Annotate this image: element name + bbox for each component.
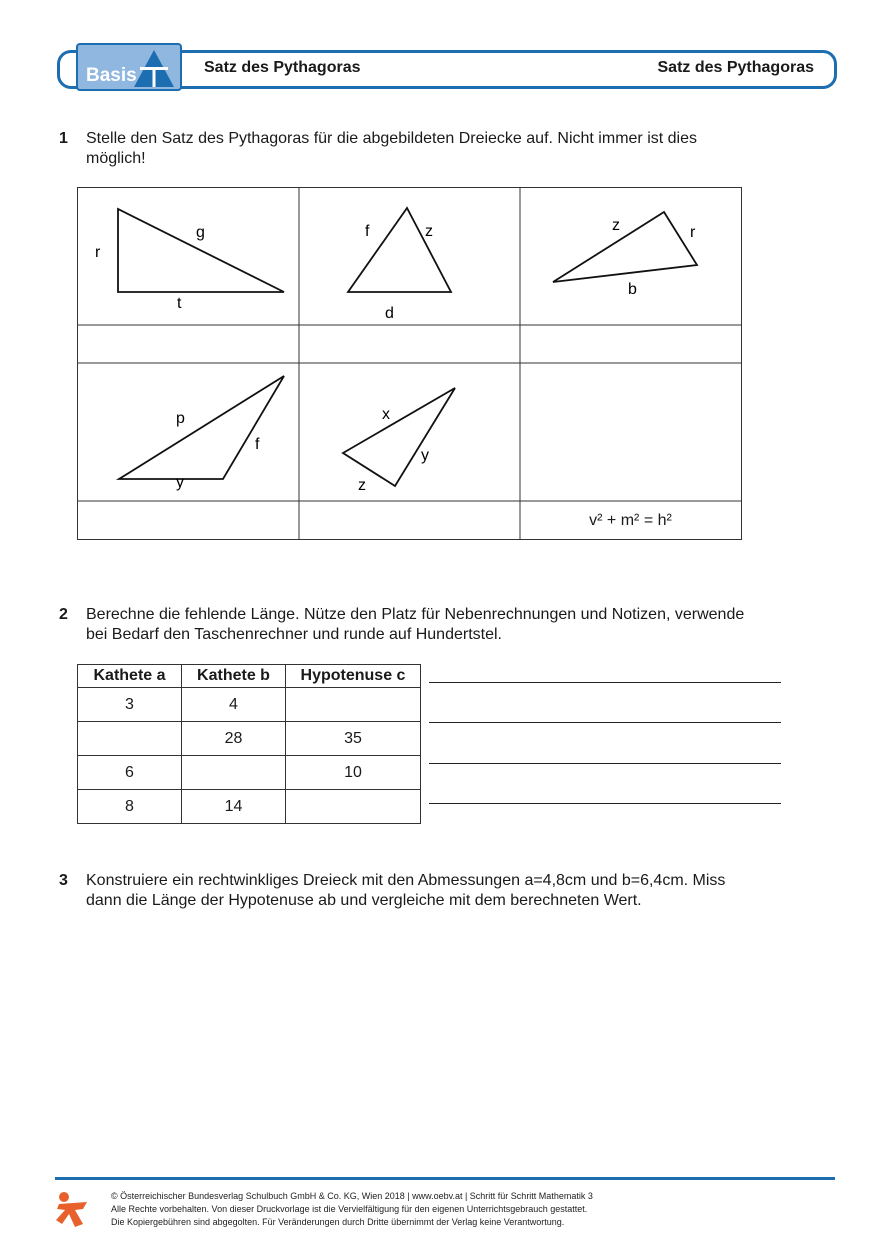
cell-a[interactable]: 8	[78, 790, 182, 824]
triangle-2-label-d: d	[385, 305, 394, 322]
cell-c[interactable]	[286, 790, 421, 824]
note-line[interactable]	[429, 803, 781, 804]
lengths-table	[77, 664, 421, 824]
triangle-1-label-g: g	[196, 224, 205, 241]
cell-a[interactable]	[78, 722, 182, 756]
triangle-3-label-b: b	[628, 281, 637, 298]
cell-b[interactable]: 14	[182, 790, 286, 824]
cell-b[interactable]: 28	[182, 722, 286, 756]
triangle-4	[119, 376, 284, 479]
task-2-line-1: Berechne die fehlende Länge. Nütze den Platz für Nebenrechnungen und Notizen, verwende	[86, 606, 745, 623]
triangle-2	[348, 208, 451, 292]
example-formula: v² + m² = h²	[589, 512, 672, 529]
pyramid-icon	[130, 47, 178, 89]
triangle-4-label-p: p	[176, 410, 185, 427]
header-kathete-a: Kathete a	[78, 665, 182, 688]
footer-copyright: © Österreichischer Bundesverlag Schulbuch GmbH & Co. KG, Wien 2018 | www.oebv.at | Schritt für Schritt Mathematik 3	[111, 1191, 593, 1201]
task-1-line-2: möglich!	[86, 150, 146, 167]
note-line[interactable]	[429, 763, 781, 764]
level-badge	[76, 43, 182, 91]
table-row	[78, 722, 421, 756]
task-2-number: 2	[59, 606, 68, 623]
footer-rule	[55, 1177, 835, 1180]
table-row	[78, 756, 421, 790]
triangle-5-label-x: x	[382, 406, 390, 423]
triangle-1	[118, 209, 284, 292]
triangle-4-label-f: f	[255, 436, 260, 453]
task-1-number: 1	[59, 130, 68, 147]
cell-a[interactable]: 3	[78, 688, 182, 722]
triangle-grid	[77, 187, 744, 542]
header-kathete-b: Kathete b	[182, 665, 286, 688]
table-header-row	[78, 665, 421, 688]
cell-a[interactable]: 6	[78, 756, 182, 790]
triangle-5-label-y: y	[421, 447, 429, 464]
note-line[interactable]	[429, 682, 781, 683]
badge-label: Basis	[86, 65, 137, 86]
triangle-1-label-r: r	[95, 244, 101, 261]
cell-c[interactable]	[286, 688, 421, 722]
triangle-2-label-f: f	[365, 223, 370, 240]
footer-disclaimer: Die Kopiergebühren sind abgegolten. Für Veränderungen durch Dritte übernimmt der Verlag keine Verantwortung.	[111, 1217, 565, 1227]
task-3-number: 3	[59, 872, 68, 889]
cell-b[interactable]: 4	[182, 688, 286, 722]
cell-c[interactable]: 35	[286, 722, 421, 756]
triangle-3-label-z: z	[612, 217, 620, 234]
publisher-logo-icon	[53, 1190, 93, 1230]
triangle-1-label-t: t	[177, 295, 182, 312]
cell-b[interactable]	[182, 756, 286, 790]
triangle-5	[343, 388, 455, 486]
table-row	[78, 688, 421, 722]
triangle-3-label-r: r	[690, 224, 696, 241]
header-title-left: Satz des Pythagoras	[204, 59, 361, 76]
task-2-line-2: bei Bedarf den Taschenrechner und runde auf Hundertstel.	[86, 626, 502, 643]
task-1-line-1: Stelle den Satz des Pythagoras für die abgebildeten Dreiecke auf. Nicht immer ist dies	[86, 130, 697, 147]
task-3-line-1: Konstruiere ein rechtwinkliges Dreieck mit den Abmessungen a=4,8cm und b=6,4cm. Miss	[86, 872, 726, 889]
note-line[interactable]	[429, 722, 781, 723]
table-row	[78, 790, 421, 824]
triangle-5-label-z: z	[358, 477, 366, 494]
footer-rights: Alle Rechte vorbehalten. Von dieser Druckvorlage ist die Vervielfältigung für den eigenen Unterrichtsgebrauch gestattet.	[111, 1204, 588, 1214]
header-title-right: Satz des Pythagoras	[657, 59, 814, 76]
task-3-line-2: dann die Länge der Hypotenuse ab und vergleiche mit dem berechneten Wert.	[86, 892, 642, 909]
triangle-4-label-y: y	[176, 474, 184, 491]
triangle-3	[553, 212, 697, 282]
cell-c[interactable]: 10	[286, 756, 421, 790]
header-hypotenuse-c: Hypotenuse c	[286, 665, 421, 688]
triangle-2-label-z: z	[425, 223, 433, 240]
